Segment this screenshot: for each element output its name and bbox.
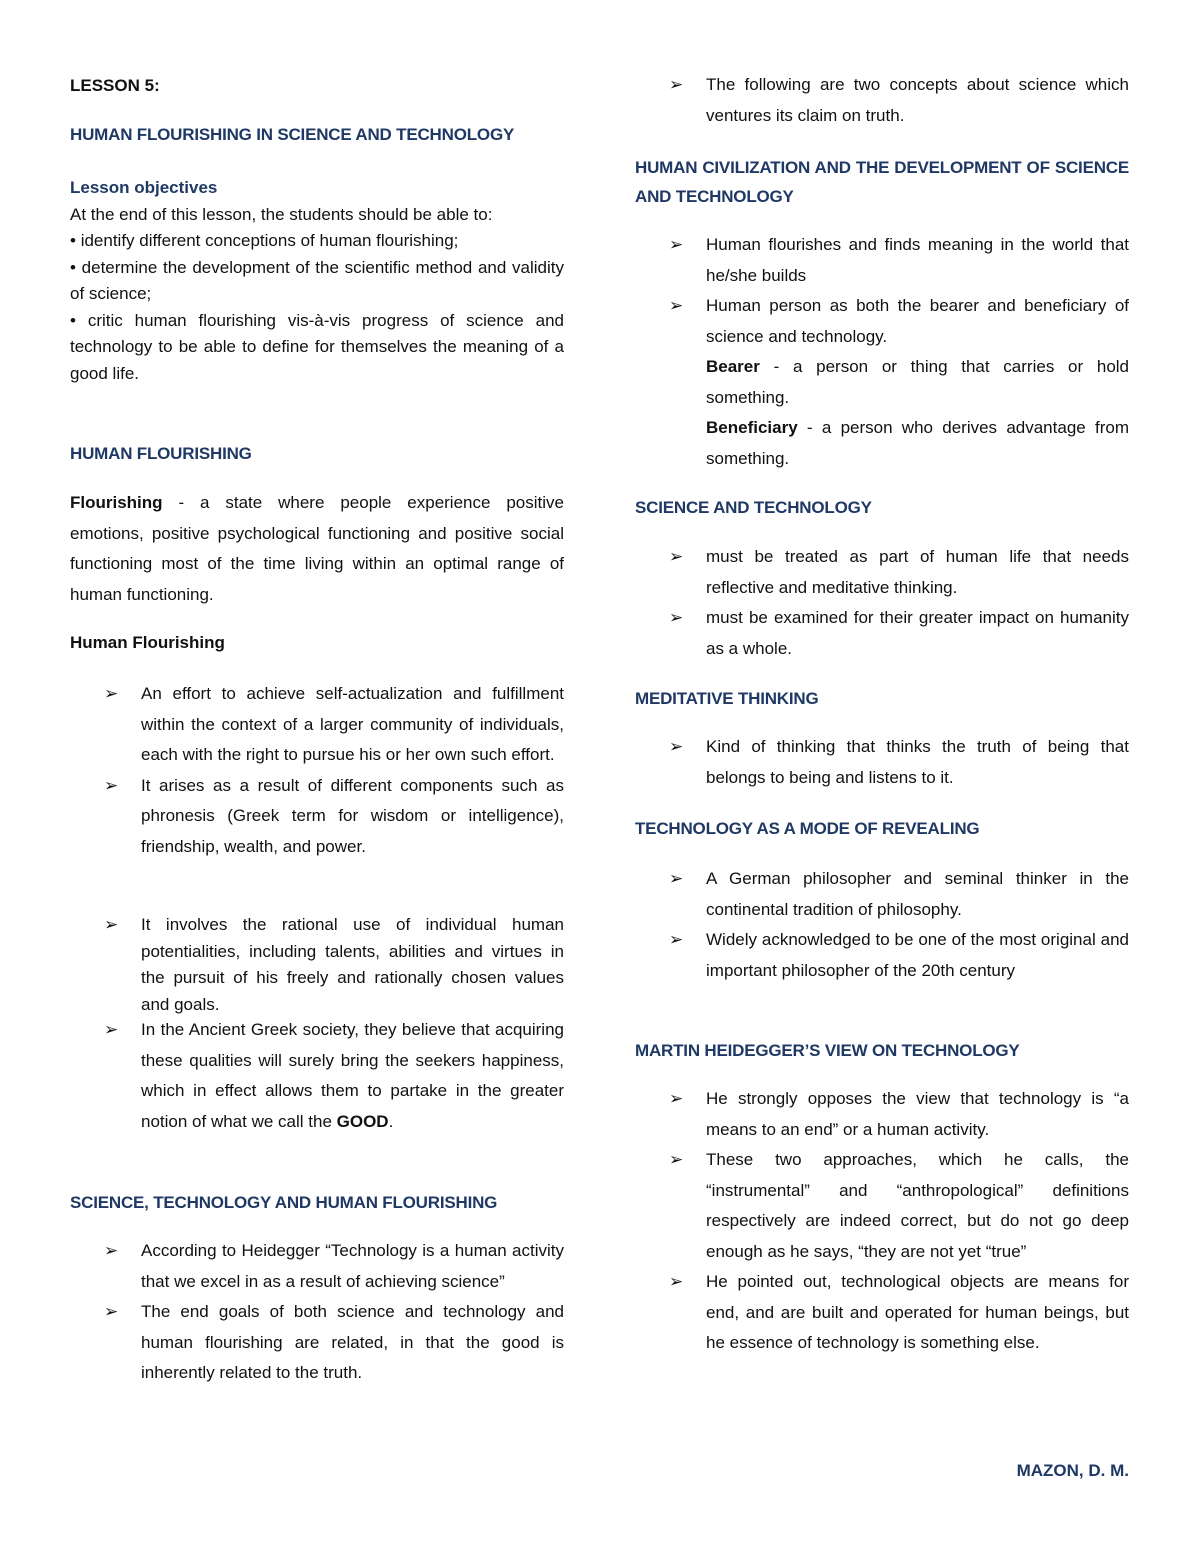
arrow-bullet-icon: ➢ <box>669 869 684 888</box>
objective-item: • identify different conceptions of human flourishing; <box>70 231 459 250</box>
flourishing-definition: Flourishing - a state where people experience positive emotions, positive psychological functioning and positive social functioning most of the time living within an optimal range of human functioning. <box>70 493 564 604</box>
list-item: ➢ Widely acknowledged to be one of the most original and important philosopher of the 20th century <box>635 925 1129 986</box>
list-item: ➢ He strongly opposes the view that technology is “a means to an end” or a human activity. <box>635 1084 1129 1145</box>
arrow-bullet-icon: ➢ <box>104 915 119 934</box>
lesson-label: LESSON 5: <box>70 76 160 95</box>
arrow-bullet-icon: ➢ <box>669 296 684 315</box>
arrow-bullet-icon: ➢ <box>104 684 119 703</box>
arrow-bullet-icon: ➢ <box>669 1150 684 1169</box>
objectives-block <box>70 175 564 387</box>
good-emphasis: GOOD <box>336 1111 389 1131</box>
arrow-bullet-icon: ➢ <box>104 1241 119 1260</box>
list-item: ➢ must be examined for their greater impact on humanity as a whole. <box>635 603 1129 664</box>
hf-bullet-list-a <box>70 679 564 862</box>
list-item: ➢ These two approaches, which he calls, the “instrumental” and “anthropological” definitions respectively are indeed correct, but do not go deep enough as he says, “they are not yet “true” <box>635 1145 1129 1267</box>
rev-bullet-list <box>635 864 1129 986</box>
bullet-dot-icon: • <box>70 257 76 277</box>
bullet-dot-icon: • <box>70 231 76 250</box>
list-item: ➢ An effort to achieve self-actualization and fulfillment within the context of a larger community of individuals, each with the right to pursue his or her own such effort. <box>70 679 564 771</box>
list-item: ➢ The end goals of both science and technology and human flourishing are related, in that the good is inherently related to the truth. <box>70 1297 564 1389</box>
list-item: ➢ A German philosopher and seminal thinker in the continental tradition of philosophy. <box>635 864 1129 925</box>
arrow-bullet-icon: ➢ <box>669 547 684 566</box>
bullet-dot-icon: • <box>70 310 76 330</box>
heid-bullet-list <box>635 1084 1129 1359</box>
list-item: ➢ According to Heidegger “Technology is a human activity that we excel in as a result of achieving science” <box>70 1236 564 1297</box>
arrow-bullet-icon: ➢ <box>104 775 119 795</box>
list-item: ➢ He pointed out, technological objects are means for end, and are built and operated for human beings, but he essence of technology is something else. <box>635 1267 1129 1359</box>
section-heading-human-flourishing: HUMAN FLOURISHING <box>70 444 252 463</box>
list-item: ➢ Kind of thinking that thinks the truth of being that belongs to being and listens to it. <box>635 732 1129 793</box>
flourishing-term: Flourishing <box>70 493 163 512</box>
arrow-bullet-icon: ➢ <box>104 1302 119 1321</box>
objectives-intro: At the end of this lesson, the students should be able to: <box>70 204 493 224</box>
arrow-bullet-icon: ➢ <box>669 737 684 756</box>
bearer-term: Bearer <box>706 357 760 376</box>
list-item: ➢ The following are two concepts about science which ventures its claim on truth. <box>635 70 1129 131</box>
list-item: ➢ must be treated as part of human life that needs reflective and meditative thinking. <box>635 542 1129 603</box>
intro-bullet-list <box>635 70 1129 131</box>
list-item: ➢ It involves the rational use of individual human potentialities, including talents, abilities and virtues in the pursuit of his freely and rationally chosen values and goals. <box>70 912 564 1018</box>
bearer-definition: Bearer - a person or thing that carries or hold something. <box>706 357 1129 407</box>
section-heading-civilization: HUMAN CIVILIZATION AND THE DEVELOPMENT OF SCIENCE AND TECHNOLOGY <box>635 158 1129 206</box>
arrow-bullet-icon: ➢ <box>669 235 684 254</box>
arrow-bullet-icon: ➢ <box>669 1089 684 1108</box>
objective-item: • critic human flourishing vis-à-vis progress of science and technology to be able to define for themselves the meaning of a good life. <box>70 310 564 383</box>
section-heading-meditative: MEDITATIVE THINKING <box>635 689 819 708</box>
arrow-bullet-icon: ➢ <box>669 1272 684 1291</box>
civ-bullet-list <box>635 230 1129 474</box>
beneficiary-definition: Beneficiary - a person who derives advantage from something. <box>706 418 1129 468</box>
section-heading-revealing: TECHNOLOGY AS A MODE OF REVEALING <box>635 819 980 838</box>
sthf-bullet-list <box>70 1236 564 1389</box>
med-bullet-list <box>635 732 1129 793</box>
hf-bullet-list-b <box>70 912 564 1018</box>
section-heading-sthf: SCIENCE, TECHNOLOGY AND HUMAN FLOURISHING <box>70 1193 498 1212</box>
arrow-bullet-icon: ➢ <box>669 608 684 627</box>
section-heading-science-technology: SCIENCE AND TECHNOLOGY <box>635 498 872 517</box>
hf-bullet-list-c <box>70 1015 564 1137</box>
list-item: ➢ In the Ancient Greek society, they believe that acquiring these qualities will surely bring the seekers happiness, which in effect allows them to partake in the greater notion of what we call the GOOD. <box>70 1015 564 1137</box>
objectives-heading: Lesson objectives <box>70 178 218 197</box>
lesson-title: HUMAN FLOURISHING IN SCIENCE AND TECHNOLOGY <box>70 125 515 144</box>
beneficiary-term: Beneficiary <box>706 418 798 437</box>
objective-item: • determine the development of the scientific method and validity of science; <box>70 257 564 303</box>
st-bullet-list <box>635 542 1129 664</box>
arrow-bullet-icon: ➢ <box>104 1020 119 1039</box>
human-flourishing-label: Human Flourishing <box>70 633 225 652</box>
author-footer: MAZON, D. M. <box>1016 1461 1129 1480</box>
arrow-bullet-icon: ➢ <box>669 930 684 949</box>
list-item: ➢ It arises as a result of different components such as phronesis (Greek term for wisdom or intelligence), friendship, wealth, and power. <box>70 771 564 863</box>
list-item: ➢ Human flourishes and finds meaning in the world that he/she builds <box>635 230 1129 291</box>
arrow-bullet-icon: ➢ <box>669 75 684 94</box>
section-heading-heidegger: MARTIN HEIDEGGER’S VIEW ON TECHNOLOGY <box>635 1041 1020 1060</box>
list-item: ➢ Human person as both the bearer and beneficiary of science and technology. Bearer - a person or thing that carries or hold something. Beneficiary - a person who derives advantage from something. <box>635 291 1129 474</box>
